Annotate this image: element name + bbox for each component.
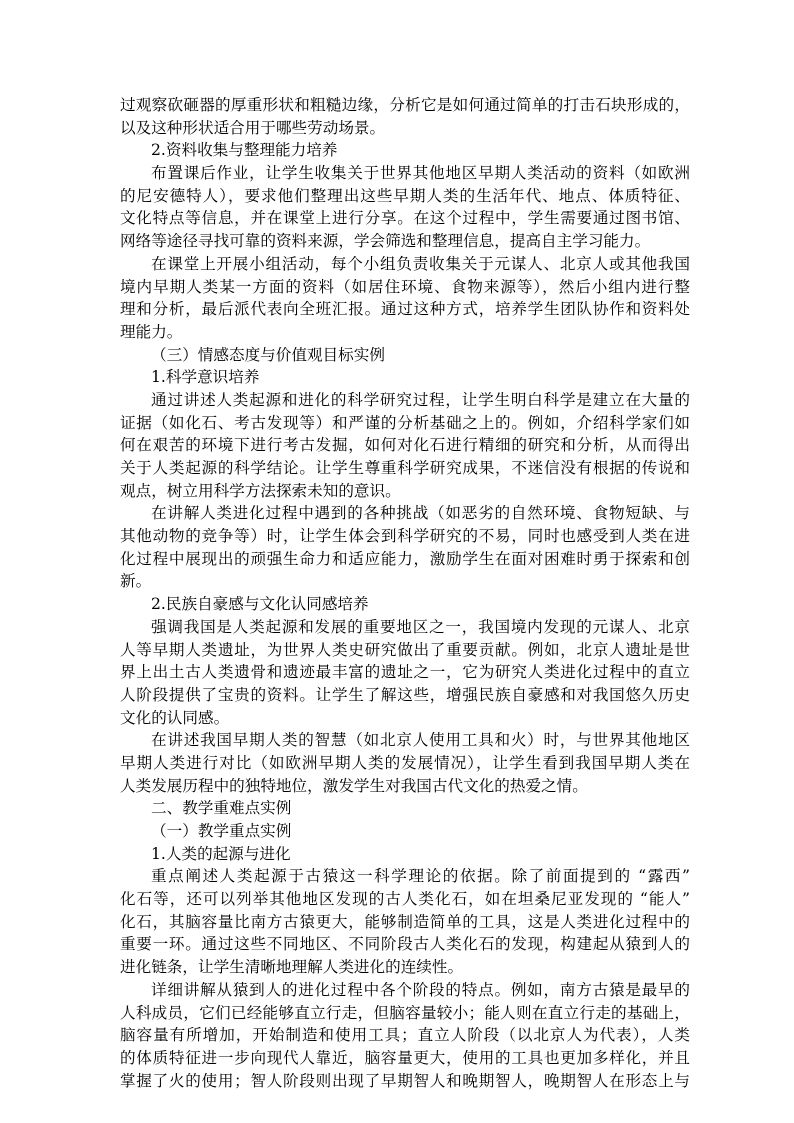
text-line: 理和分析，最后派代表向全班汇报。通过这种方式，培养学生团队协作和资料处: [120, 300, 690, 319]
text-line: 化石等，还可以列举其他地区发现的古人类化石，如在坦桑尼亚发现的 “能人”: [120, 890, 690, 909]
text-line: 人等早期人类遗址，为世界人类史研究做出了重要贡献。例如，北京人遗址是世: [120, 640, 690, 659]
text-line: 化过程中展现出的顽强生命力和适应能力，激励学生在面对困难时勇于探索和创: [120, 549, 690, 568]
text-line: 关于人类起源的科学结论。让学生尊重科学研究成果，不迷信没有根据的传说和: [120, 459, 690, 477]
text-line: 掌握了火的使用；智人阶段则出现了早期智人和晚期智人，晚期智人在形态上与: [120, 1071, 690, 1090]
text-line: 网络等途径寻找可靠的资料来源，学会筛选和整理信息，提高自主学习能力。: [120, 232, 651, 251]
text-line: 证据（如化石、考古发现等）和严谨的分析基础之上的。例如，介绍科学家们如: [120, 413, 690, 432]
text-line: 过观察砍砸器的厚重形状和粗糙边缘，分析它是如何通过简单的打击石块形成的，: [120, 96, 690, 114]
text-line: 化石，其脑容量比南方古猿更大，能够制造简单的工具，这是人类进化过程中的: [120, 912, 690, 931]
text-line: 文化的认同感。: [120, 708, 230, 727]
text-line: 新。: [120, 572, 152, 591]
text-line: 早期人类进行对比（如欧洲早期人类的发展情况），让学生看到我国早期人类在: [120, 753, 690, 772]
text-line: 强调我国是人类起源和发展的重要地区之一，我国境内发现的元谋人、北京: [151, 617, 690, 636]
text-line: 何在艰苦的环境下进行考古发掘，如何对化石进行精细的研究和分析，从而得出: [120, 436, 690, 455]
text-line: 重要一环。通过这些不同地区、不同阶段古人类化石的发现，构建起从猿到人的: [120, 935, 690, 954]
text-line: 在讲解人类进化过程中遇到的各种挑战（如恶劣的自然环境、食物短缺、与: [151, 504, 690, 523]
text-line: 布置课后作业，让学生收集关于世界其他地区早期人类活动的资料（如欧洲: [151, 164, 690, 183]
text-line: 人科成员，它们已经能够直立行走，但脑容量较小；能人则在直立行走的基础上，: [120, 1003, 690, 1022]
text-line: 2.资料收集与整理能力培养: [151, 141, 338, 160]
text-line: 重点阐述人类起源于古猿这一科学理论的依据。除了前面提到的 “露西”: [151, 867, 690, 886]
text-line: 二、教学重难点实例: [151, 799, 292, 818]
text-line: 的尼安德特人），要求他们整理出这些早期人类的生活年代、地点、体质特征、: [120, 186, 690, 205]
text-line: 人类发展历程中的独特地位，激发学生对我国古代文化的热爱之情。: [120, 776, 588, 795]
document-page: [120, 94, 690, 1092]
text-line: 进化链条，让学生清晰地理解人类进化的连续性。: [120, 958, 464, 977]
text-line: 观点，树立用科学方法探索未知的意识。: [120, 481, 401, 500]
text-line: 文化特点等信息，并在课堂上进行分享。在这个过程中，学生需要通过图书馆、: [120, 209, 690, 228]
text-line: 理能力。: [120, 322, 183, 341]
text-line: 2.民族自豪感与文化认同感培养: [151, 595, 369, 614]
text-line: 1.科学意识培养: [151, 368, 260, 387]
text-line: 人阶段提供了宝贵的资料。让学生了解这些，增强民族自豪感和对我国悠久历史: [120, 685, 690, 704]
text-line: 在讲述我国早期人类的智慧（如北京人使用工具和火）时，与世界其他地区: [151, 731, 690, 750]
text-line: 境内早期人类某一方面的资料（如居住环境、食物来源等），然后小组内进行整: [120, 277, 690, 296]
text-line: 脑容量有所增加，开始制造和使用工具；直立人阶段（以北京人为代表），人类: [120, 1026, 690, 1045]
text-line: 详细讲解从猿到人的进化过程中各个阶段的特点。例如，南方古猿是最早的: [151, 980, 690, 999]
text-line: 1.人类的起源与进化: [151, 844, 291, 863]
text-line: 界上出土古人类遗骨和遗迹最丰富的遗址之一，它为研究人类进化过程中的直立: [120, 663, 690, 682]
text-line: 以及这种形状适合用于哪些劳动场景。: [120, 118, 386, 137]
text-line: （三）情感态度与价值观目标实例: [151, 345, 385, 364]
text-line: 的体质特征进一步向现代人靠近，脑容量更大，使用的工具也更加多样化，并且: [120, 1048, 690, 1067]
text-line: 通过讲述人类起源和进化的科学研究过程，让学生明白科学是建立在大量的: [151, 390, 690, 409]
text-line: 在课堂上开展小组活动，每个小组负责收集关于元谋人、北京人或其他我国: [151, 254, 690, 273]
text-line: 其他动物的竞争等）时，让学生体会到科学研究的不易，同时也感受到人类在进: [120, 527, 690, 546]
text-line: （一）教学重点实例: [151, 822, 292, 840]
